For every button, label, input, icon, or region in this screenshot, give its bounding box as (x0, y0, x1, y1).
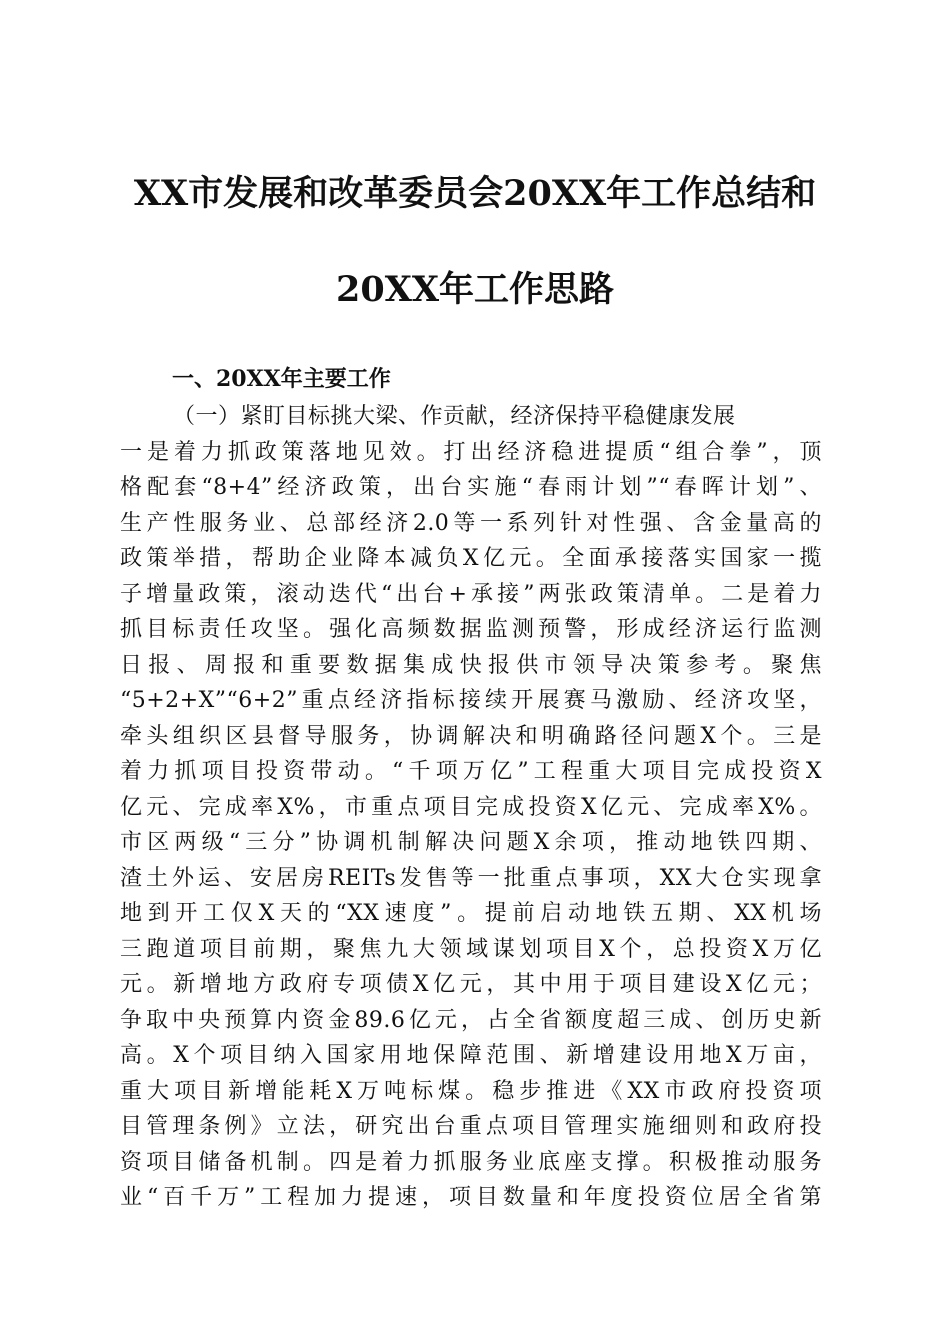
body-line: 重大项目新增能耗X万吨标煤。稳步推进《XX市政府投资项 (120, 1078, 822, 1104)
document-title-line-2: 20XX年工作思路 (335, 269, 615, 310)
body-line: 政策举措，帮助企业降本减负X亿元。全面承接落实国家一揽 (120, 546, 822, 571)
body-line: 抓目标责任攻坚。强化高频数据监测预警，形成经济运行监测 (120, 617, 822, 642)
body-line: 着力抓项目投资带动。“千项万亿”工程重大项目完成投资X (120, 759, 822, 784)
body-line: 日报、周报和重要数据集成快报供市领导决策参考。聚焦 (120, 652, 822, 678)
body-line: 市区两级“三分”协调机制解决问题X余项，推动地铁四期、 (120, 830, 822, 855)
body-line: 子增量政策，滚动迭代“出台+承接”两张政策清单。二是着力 (120, 581, 822, 607)
body-line: 目管理条例》立法，研究出台重点项目管理实施细则和政府投 (120, 1114, 822, 1139)
body-line: 元。新增地方政府专项债X亿元，其中用于项目建设X亿元； (120, 972, 822, 997)
body-line: 渣土外运、安居房REITs发售等一批重点事项，XX大仓实现拿 (120, 865, 822, 891)
body-paragraph (120, 399, 822, 1216)
body-line: 业“百千万”工程加力提速，项目数量和年度投资位居全省第 (120, 1185, 822, 1210)
body-line: 亿元、完成率X%，市重点项目完成投资X亿元、完成率X%。 (120, 794, 822, 820)
body-line: 三跑道项目前期，聚焦九大领域谋划项目X个，总投资X万亿 (120, 936, 822, 962)
body-line: 地到开工仅X天的“XX速度”。提前启动地铁五期、XX机场 (120, 901, 822, 926)
section-heading: 一、20XX年主要工作 (172, 366, 391, 392)
body-line: “5+2+X”“6+2”重点经济指标接续开展赛马激励、经济攻坚， (120, 688, 822, 713)
body-line: 争取中央预算内资金89.6亿元，占全省额度超三成、创历史新 (120, 1007, 822, 1033)
body-line: 牵头组织区县督导服务，协调解决和明确路径问题X个。三是 (120, 723, 822, 749)
body-line: 一是着力抓政策落地见效。打出经济稳进提质“组合拳”，顶 (120, 439, 822, 465)
body-line: 格配套“8+4”经济政策，出台实施“春雨计划”“春晖计划”、 (120, 475, 822, 500)
document-title-line-1: XX市发展和改革委员会20XX年工作总结和 (133, 173, 817, 214)
body-line: 生产性服务业、总部经济2.0等一系列针对性强、含金量高的 (120, 510, 822, 536)
body-line: 资项目储备机制。四是着力抓服务业底座支撑。积极推动服务 (120, 1149, 822, 1175)
body-line: 高。X个项目纳入国家用地保障范围、新增建设用地X万亩， (120, 1043, 822, 1068)
body-line: （一）紧盯目标挑大梁、作贡献，经济保持平稳健康发展 (173, 404, 736, 429)
